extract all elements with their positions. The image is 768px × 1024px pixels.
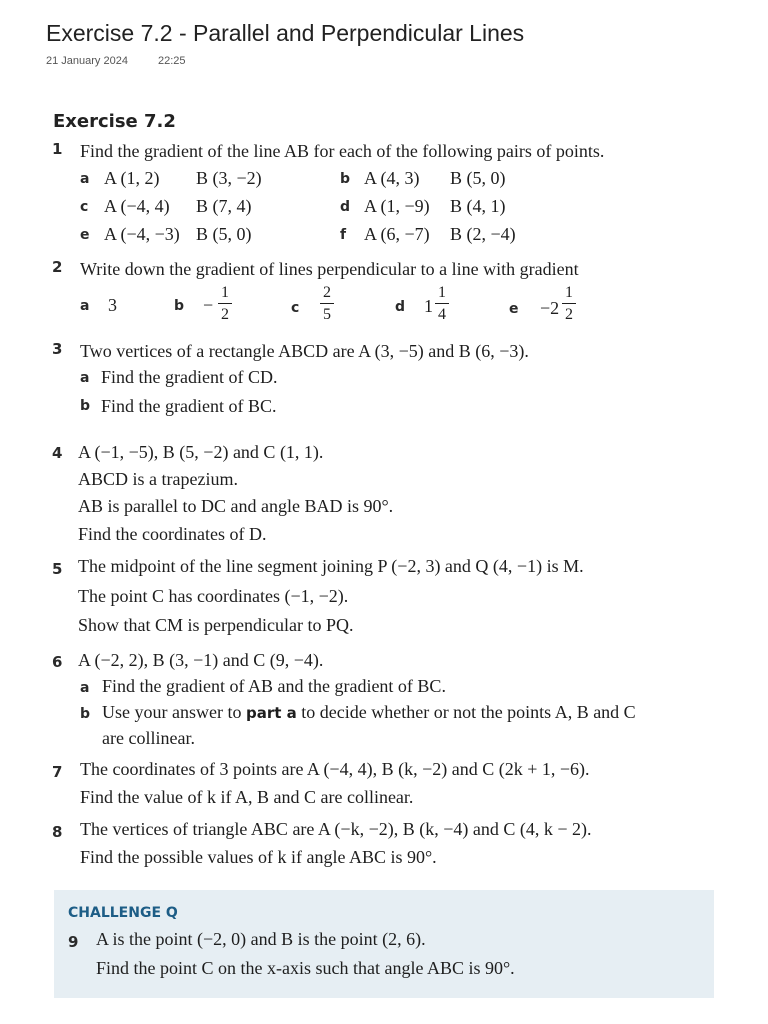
question-line: Find the value of k if A, B and C are collinear. bbox=[80, 787, 414, 807]
part-label: a bbox=[80, 298, 90, 314]
question-prompt: Find the gradient of the line AB for each of the following pairs of points. bbox=[80, 141, 605, 161]
point-b: B (7, 4) bbox=[196, 196, 252, 216]
part-label: e bbox=[509, 301, 519, 317]
question-line: A is the point (−2, 0) and B is the point (2, 6). bbox=[96, 929, 426, 949]
question-number: 3 bbox=[52, 340, 63, 358]
question-line: A (−1, −5), B (5, −2) and C (1, 1). bbox=[78, 442, 324, 462]
part-label: d bbox=[395, 299, 406, 315]
part-text: Find the gradient of CD. bbox=[101, 367, 278, 387]
fraction bbox=[320, 284, 334, 323]
point-b: B (3, −2) bbox=[196, 168, 262, 188]
part-label: e bbox=[80, 227, 90, 243]
point-a: A (−4, 4) bbox=[104, 196, 170, 216]
fraction bbox=[218, 284, 232, 323]
question-line: The vertices of triangle ABC are A (−k, −2), B (k, −4) and C (4, k − 2). bbox=[80, 819, 592, 839]
question-number: 1 bbox=[52, 140, 63, 158]
question-line: Show that CM is perpendicular to PQ. bbox=[78, 615, 354, 635]
part-label: c bbox=[80, 199, 89, 215]
point-a: A (−4, −3) bbox=[104, 224, 180, 244]
numerator: 1 bbox=[438, 284, 446, 301]
denominator: 2 bbox=[565, 306, 573, 323]
part-label: a bbox=[80, 680, 90, 696]
page-title: Exercise 7.2 - Parallel and Perpendicular Lines bbox=[46, 20, 525, 46]
part-reference: part a bbox=[245, 704, 297, 722]
point-a: A (4, 3) bbox=[364, 168, 420, 188]
part-text bbox=[102, 702, 636, 723]
question-prompt: Write down the gradient of lines perpendicular to a line with gradient bbox=[80, 259, 579, 279]
question-line: Find the coordinates of D. bbox=[78, 524, 267, 544]
question-line: ABCD is a trapezium. bbox=[78, 469, 238, 489]
mixed-whole: 1 bbox=[424, 296, 433, 316]
part-text-end: to decide whether or not the points A, B and C bbox=[296, 702, 636, 722]
mixed-whole: −2 bbox=[540, 298, 560, 318]
page-date: 21 January 2024 bbox=[46, 55, 128, 67]
denominator: 5 bbox=[323, 306, 331, 323]
part-label: a bbox=[80, 370, 90, 386]
question-line: The midpoint of the line segment joining P (−2, 3) and Q (4, −1) is M. bbox=[78, 556, 584, 576]
numerator: 1 bbox=[565, 284, 573, 301]
section-title: Exercise 7.2 bbox=[53, 111, 176, 132]
point-b: B (4, 1) bbox=[450, 196, 506, 216]
question-line: Find the possible values of k if angle ABC is 90°. bbox=[80, 847, 437, 867]
fraction-sign: − bbox=[203, 295, 214, 315]
question-number: 6 bbox=[52, 653, 63, 671]
question-number: 2 bbox=[52, 258, 63, 276]
part-label: b bbox=[80, 706, 91, 722]
question-prompt: A (−2, 2), B (3, −1) and C (9, −4). bbox=[78, 650, 324, 670]
question-number: 7 bbox=[52, 763, 63, 781]
part-label: c bbox=[291, 300, 300, 316]
challenge-heading: CHALLENGE Q bbox=[68, 905, 178, 921]
fraction bbox=[435, 284, 449, 323]
point-a: A (1, 2) bbox=[104, 168, 160, 188]
point-b: B (5, 0) bbox=[450, 168, 506, 188]
part-label: b bbox=[174, 298, 185, 314]
point-b: B (5, 0) bbox=[196, 224, 252, 244]
part-label: b bbox=[80, 398, 91, 414]
part-label: f bbox=[340, 227, 347, 243]
part-text: Find the gradient of BC. bbox=[101, 396, 277, 416]
question-line: The point C has coordinates (−1, −2). bbox=[78, 586, 349, 606]
numerator: 1 bbox=[221, 284, 229, 301]
point-b: B (2, −4) bbox=[450, 224, 516, 244]
denominator: 4 bbox=[438, 306, 446, 323]
part-text: are collinear. bbox=[102, 728, 195, 748]
numerator: 2 bbox=[323, 284, 331, 301]
part-text-start: Use your answer to bbox=[102, 702, 246, 722]
part-label: d bbox=[340, 199, 351, 215]
question-number: 5 bbox=[52, 560, 63, 578]
point-a: A (6, −7) bbox=[364, 224, 430, 244]
gradient-value: 3 bbox=[108, 295, 117, 315]
fraction bbox=[562, 284, 576, 323]
question-line: AB is parallel to DC and angle BAD is 90°. bbox=[78, 496, 394, 516]
question-line: The coordinates of 3 points are A (−4, 4), B (k, −2) and C (2k + 1, −6). bbox=[80, 759, 590, 779]
question-number: 8 bbox=[52, 823, 63, 841]
denominator: 2 bbox=[221, 306, 229, 323]
part-text: Find the gradient of AB and the gradient of BC. bbox=[102, 676, 446, 696]
question-number: 9 bbox=[68, 933, 79, 951]
part-label: a bbox=[80, 171, 90, 187]
question-prompt: Two vertices of a rectangle ABCD are A (3, −5) and B (6, −3). bbox=[80, 341, 529, 361]
point-a: A (1, −9) bbox=[364, 196, 430, 216]
part-label: b bbox=[340, 171, 351, 187]
question-number: 4 bbox=[52, 444, 63, 462]
question-line: Find the point C on the x-axis such that angle ABC is 90°. bbox=[96, 958, 515, 978]
page-time: 22:25 bbox=[158, 55, 186, 67]
